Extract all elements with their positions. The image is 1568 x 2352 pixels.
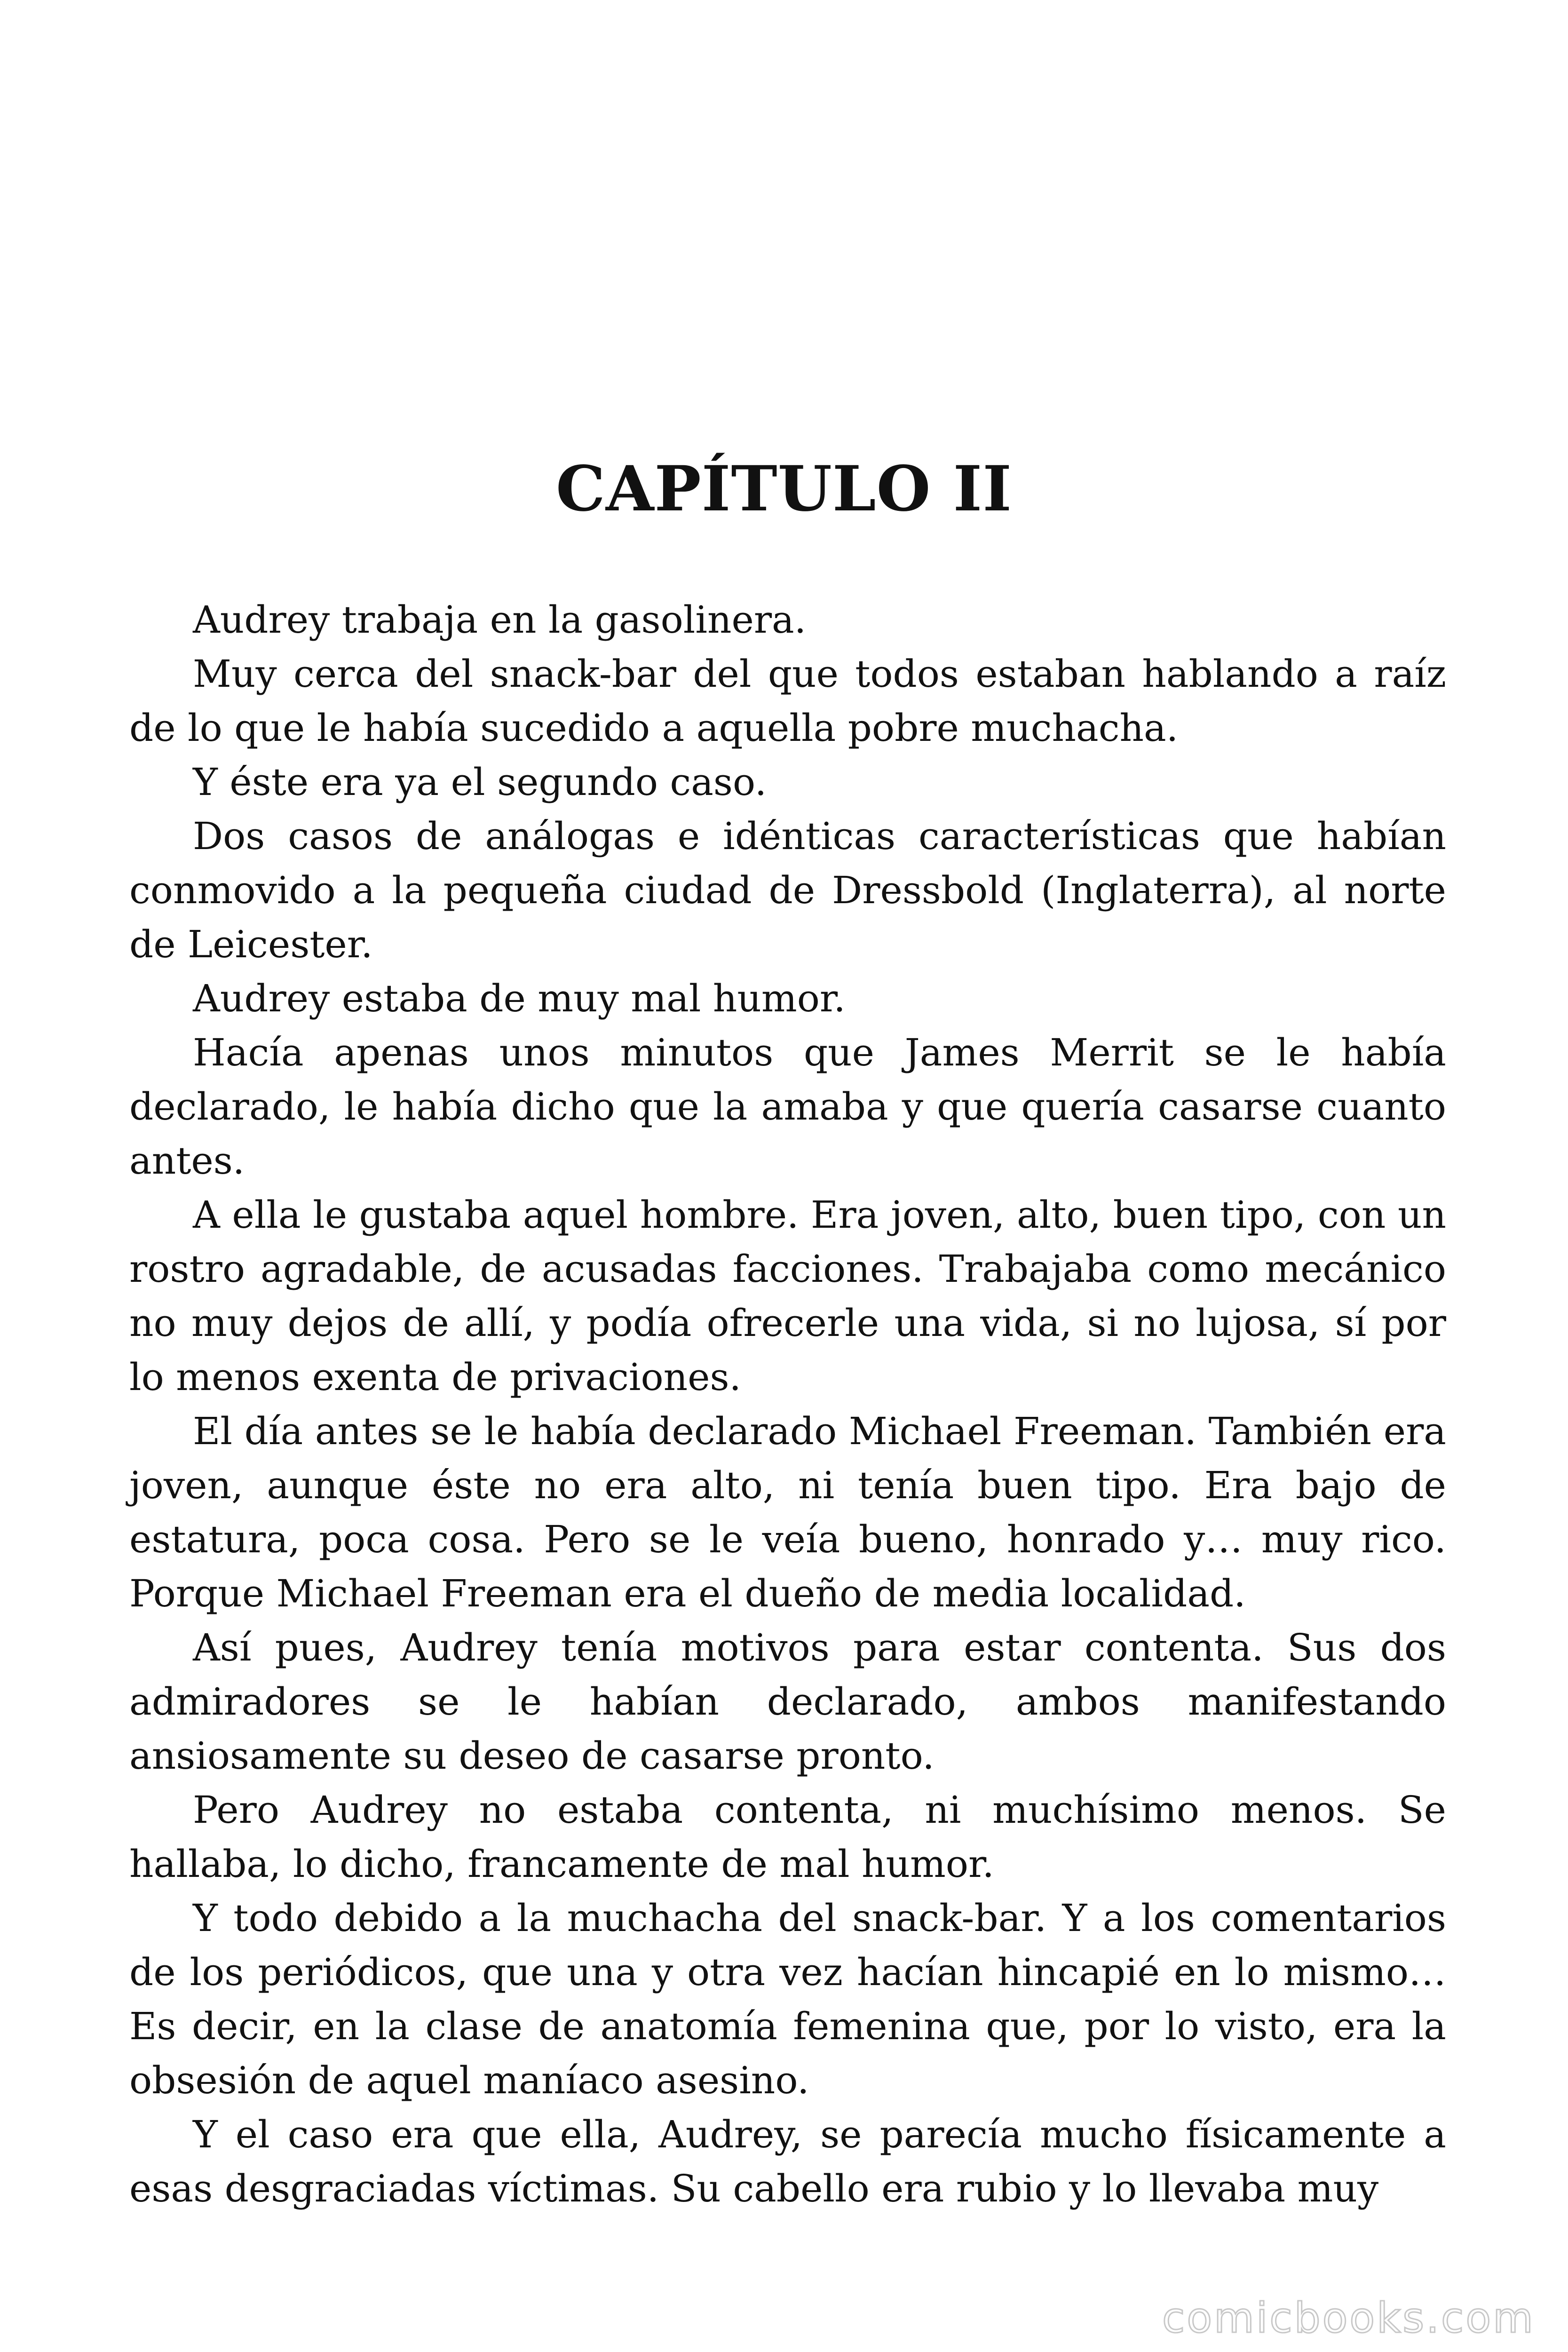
paragraph: Y éste era ya el segundo caso. (193, 760, 767, 804)
paragraph: Audrey estaba de muy mal humor. (193, 977, 846, 1020)
paragraph: Hacía apenas unos minutos que James Merrit se le había declarado, le había dicho que la amaba y que quería casarse cuanto antes. (129, 1031, 1446, 1183)
paragraph: Y el caso era que ella, Audrey, se parecía mucho físicamente a esas desgraciadas víctimas. Su cabello era rubio y lo llevaba muy (129, 2113, 1446, 2210)
chapter-body (129, 593, 1446, 2216)
paragraph: Muy cerca del snack-bar del que todos estaban hablando a raíz de lo que le había sucedido a aquella pobre muchacha. (129, 652, 1446, 750)
watermark: comicbooks.com (1162, 2294, 1535, 2342)
paragraph: Así pues, Audrey tenía motivos para estar contenta. Sus dos admiradores se le habían declarado, ambos manifestando ansiosamente su deseo de casarse pronto. (129, 1626, 1446, 1778)
paragraph: Y todo debido a la muchacha del snack-bar. Y a los comentarios de los periódicos, que una y otra vez hacían hincapié en lo mismo… Es decir, en la clase de anatomía femenina que, por lo visto, era la obsesión de aquel maníaco asesino. (129, 1896, 1446, 2102)
paragraph: Audrey trabaja en la gasolinera. (193, 598, 807, 642)
paragraph: A ella le gustaba aquel hombre. Era joven, alto, buen tipo, con un rostro agradable, de acusadas facciones. Trabajaba como mecánico no muy dejos de allí, y podía ofrecerle una vida, si no lujosa, sí por lo menos exenta de privaciones. (129, 1193, 1446, 1399)
paragraph: Dos casos de análogas e idénticas características que habían conmovido a la pequeña ciudad de Dressbold (Inglaterra), al norte de Leicester. (129, 814, 1446, 966)
chapter-title: CAPÍTULO II (555, 453, 1013, 525)
paragraph: El día antes se le había declarado Michael Freeman. También era joven, aunque éste no era alto, ni tenía buen tipo. Era bajo de estatura, poca cosa. Pero se le veía bueno, honrado y… muy rico. Porque Michael Freeman era el dueño de media localidad. (129, 1409, 1446, 1615)
paragraph: Pero Audrey no estaba contenta, ni muchísimo menos. Se hallaba, lo dicho, francamente de mal humor. (129, 1788, 1446, 1886)
